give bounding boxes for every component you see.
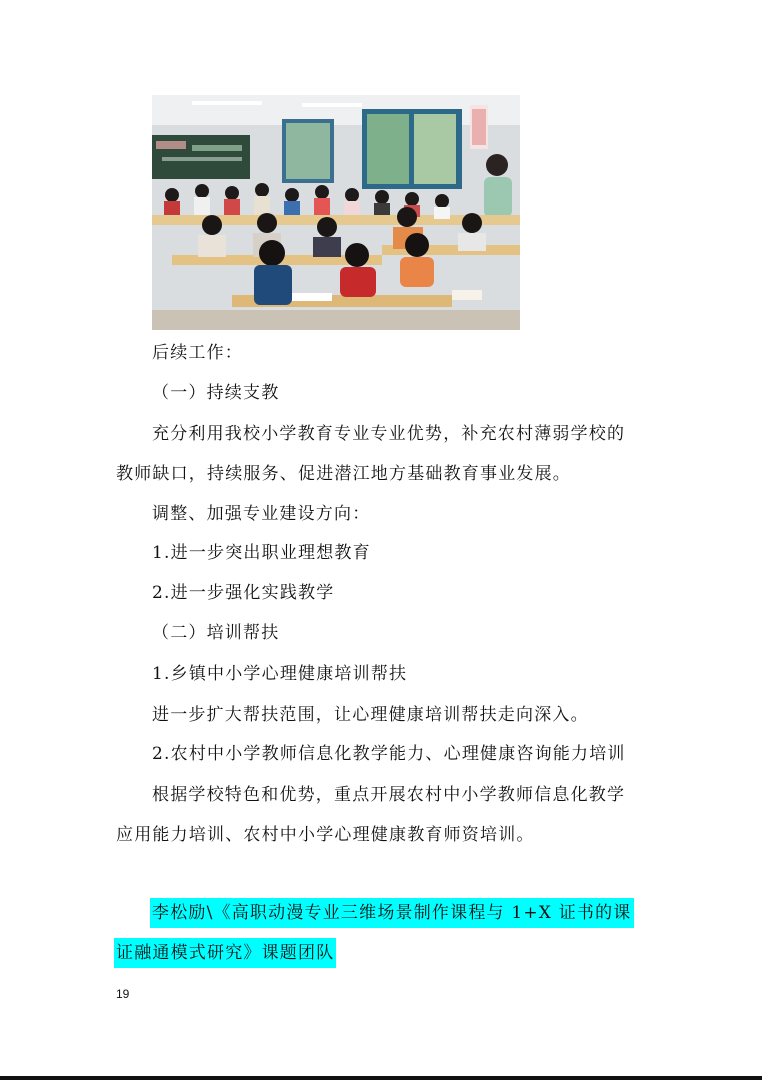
section1-heading: （一）持续支教: [152, 383, 280, 403]
followup-heading: 后续工作：: [152, 343, 243, 363]
adjust-item-2: 2.进一步强化实践教学: [152, 583, 335, 603]
highlight-line-1: [150, 901, 634, 925]
adjust-item-1: 1.进一步突出职业理想教育: [152, 543, 371, 563]
section2-item-2-paragraph-line1: 根据学校特色和优势，重点开展农村中小学教师信息化教学: [152, 785, 626, 805]
section2-item-2: 2.农村中小学教师信息化教学能力、心理健康咨询能力培训: [152, 744, 626, 764]
section2-item-1: 1.乡镇中小学心理健康培训帮扶: [152, 664, 408, 684]
bottom-rule: [0, 1076, 762, 1080]
section1-paragraph-line1: 充分利用我校小学教育专业专业优势，补充农村薄弱学校的: [152, 424, 626, 444]
section1-paragraph-line2: 教师缺口，持续服务、促进潜江地方基础教育事业发展。: [116, 464, 571, 484]
section2-heading: （二）培训帮扶: [152, 623, 280, 643]
section2-item-2-paragraph-line2: 应用能力培训、农村中小学心理健康教育师资培训。: [116, 825, 535, 845]
classroom-photo: [152, 95, 520, 330]
highlight-text-1: 李松励\《高职动漫专业三维场景制作课程与 1+X 证书的课: [150, 898, 634, 928]
adjust-heading: 调整、加强专业建设方向：: [152, 504, 371, 524]
highlight-line-2: [114, 941, 336, 965]
highlight-text-2: 证融通模式研究》课题团队: [114, 938, 336, 968]
section2-item-1-paragraph: 进一步扩大帮扶范围，让心理健康培训帮扶走向深入。: [152, 705, 589, 725]
page-number: 19: [116, 987, 130, 1001]
